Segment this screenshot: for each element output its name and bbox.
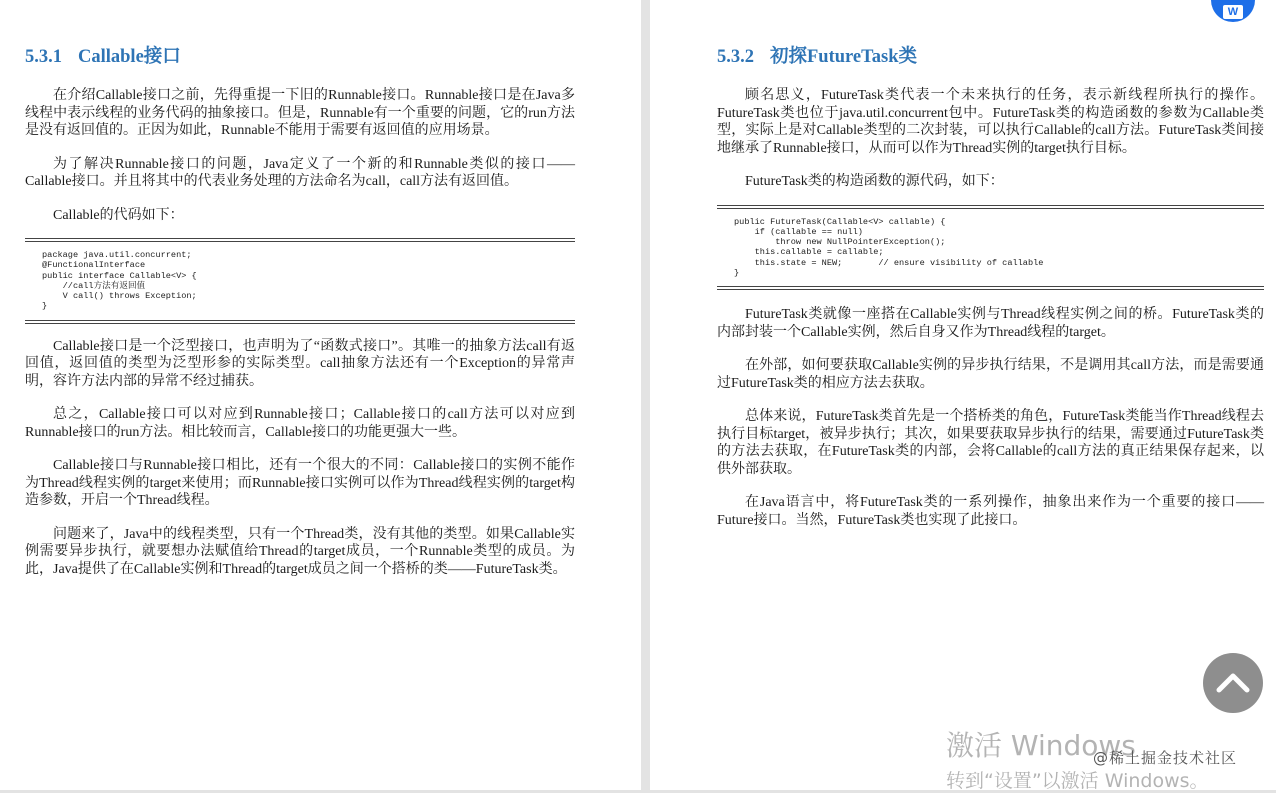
code-line: public FutureTask(Callable<V> callable) { <box>734 216 946 227</box>
section-number: 5.3.1 <box>25 47 62 67</box>
paragraph: 总之，Callable接口可以对应到Runnable接口；Callable接口的call方法可以对应到Runnable接口的run方法。相比较而言，Callable接口的功能更强大一些。 <box>25 407 575 440</box>
code-line: @FunctionalInterface <box>42 260 146 271</box>
paragraph: Callable接口与Runnable接口相比，还有一个很大的不同：Callable接口的实例不能作为Thread线程实例的target来使用；而Runnable接口实例可以作为Thread线程实例的target构造参数，开启一个Thread线程。 <box>25 458 575 509</box>
code-line: package java.util.concurrent; <box>42 250 192 260</box>
code-line: this.callable = callable; <box>734 247 884 258</box>
code-line: } <box>734 267 740 278</box>
paragraph: FutureTask类的构造函数的源代码，如下： <box>745 174 1004 189</box>
page-content <box>25 0 575 578</box>
code-line: this.state = NEW; // ensure visibility of callable <box>734 257 1044 268</box>
chevron-up-icon <box>1203 653 1263 713</box>
document-page-right <box>650 0 1276 790</box>
windows-activation-subtitle: 转到“设置”以激活 Windows。 <box>946 770 1209 792</box>
scroll-to-top-button[interactable] <box>1203 653 1263 713</box>
section-title: 初探FutureTask类 <box>770 47 918 67</box>
paragraph: 在外部，如何要获取Callable实例的异步执行结果，不是调用其call方法，而是需要通过FutureTask类的相应方法去获取。 <box>717 358 1264 391</box>
code-line: public interface Callable<V> { <box>42 270 197 281</box>
code-line: throw new NullPointerException(); <box>734 237 946 248</box>
watermark: @稀土掘金技术社区 <box>1093 749 1238 767</box>
code-block <box>717 205 1264 291</box>
section-title: Callable接口 <box>78 47 181 67</box>
code-block <box>25 238 575 324</box>
paragraph: Callable的代码如下： <box>53 207 184 223</box>
paragraph: FutureTask类就像一座搭在Callable实例与Thread线程实例之间的桥。FutureTask类的内部封装一个Callable实例，然后自身又作为Thread线程的target。 <box>717 307 1264 340</box>
code-line: if (callable == null) <box>734 226 863 237</box>
paragraph: 总体来说，FutureTask类首先是一个搭桥类的角色，FutureTask类能当作Thread线程去执行目标target，被异步执行；其次，如果要获取异步执行的结果，需要通过FutureTask类的方法去获取，在FutureTask类的内部，会将Callable的call方法的真正结果保存起来，以供外部获取。 <box>717 409 1264 477</box>
paragraph: 在介绍Callable接口之前，先得重提一下旧的Runnable接口。Runnable接口是在Java多线程中表示线程的业务代码的抽象接口。但是，Runnable有一个重要的问题，它的run方法是没有返回值的。正因为如此，Runnable不能用于需要有返回值的应用场景。 <box>25 88 575 138</box>
windows-activation-title: 激活 Windows <box>946 729 1136 762</box>
code-line: } <box>42 301 48 312</box>
section-number: 5.3.2 <box>717 47 754 67</box>
code-line: //call方法有返回值 <box>42 280 146 291</box>
paragraph: Callable接口是一个泛型接口，也声明为了“函数式接口”。其唯一的抽象方法call有返回值，返回值的类型为泛型形参的实际类型。call抽象方法还有一个Exception的异常声明，容许方法内部的异常不经过捕获。 <box>25 338 575 389</box>
word-badge-letter: W <box>1223 5 1243 19</box>
paragraph: 为了解决Runnable接口的问题，Java定义了一个新的和Runnable类似的接口——Callable接口。并且将其中的代表业务处理的方法命名为call，call方法有返回值。 <box>25 156 575 189</box>
paragraph: 在Java语言中，将FutureTask类的一系列操作，抽象出来作为一个重要的接口——Future接口。当然，FutureTask类也实现了此接口。 <box>717 495 1264 528</box>
paragraph: 顾名思义，FutureTask类代表一个未来执行的任务，表示新线程所执行的操作。FutureTask类也位于java.util.concurrent包中。FutureTask类的构造函数的参数为Callable类型，实际上是对Callable类型的二次封装，可以执行Callable的call方法。FutureTask类间接地继承了Runnable接口，从而可以作为Thread实例的target执行目标。 <box>717 88 1264 156</box>
section-heading <box>717 45 1264 69</box>
paragraph: 问题来了，Java中的线程类型，只有一个Thread类，没有其他的类型。如果Callable实例需要异步执行，就要想办法赋值给Thread的target成员，一个Runnable类型的成员。为此，Java提供了在Callable实例和Thread的target成员之间一个搭桥的类——FutureTask类。 <box>25 526 575 577</box>
code-line: V call() throws Exception; <box>42 291 197 302</box>
section-heading <box>25 45 575 69</box>
page-content <box>717 0 1264 529</box>
